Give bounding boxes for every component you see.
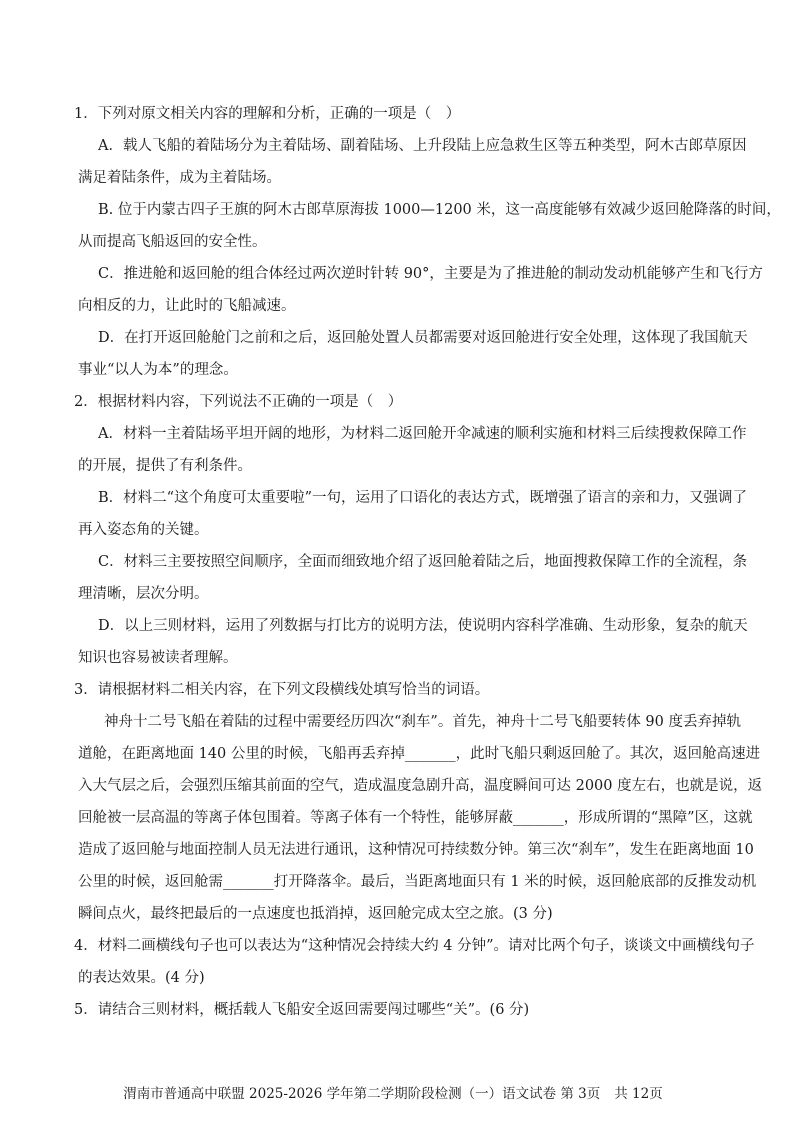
question-3-stem: 3．请根据材料二相关内容，在下列文段横线处填写恰当的词语。 <box>74 682 490 698</box>
question-3-passage-line: 回舱被一层高温的等离子体包围着。等离子体有一个特性，能够屏蔽_______，形成所谓的“黑障”区，这就 <box>78 810 753 826</box>
question-2-option-a-cont: 的开展，提供了有利条件。 <box>78 458 252 474</box>
question-2-option-d-cont: 知识也容易被读者理解。 <box>78 650 238 666</box>
question-1-option-a: A．载人飞船的着陆场分为主着陆场、副着陆场、上升段陆上应急救生区等五种类型，阿木古郎草原因 <box>98 138 747 154</box>
question-2-stem: 2．根据材料内容，下列说法不正确的一项是（ ） <box>74 394 403 410</box>
question-2-option-a: A．材料一主着陆场平坦开阔的地形，为材料二返回舱开伞减速的顺利实施和材料三后续搜救保障工作 <box>98 426 747 442</box>
question-3-passage-line: 瞬间点火，最终把最后的一点速度也抵消掉，返回舱完成太空之旅。(3 分) <box>78 906 553 922</box>
page-footer <box>0 1082 800 1102</box>
question-1-option-c: C．推进舱和返回舱的组合体经过两次逆时针转 90°，主要是为了推进舱的制动发动机能够产生和飞行方 <box>98 266 763 282</box>
question-3-passage-line: 造成了返回舱与地面控制人员无法进行通讯，这种情况可持续数分钟。第三次“刹车”，发生在距离地面 10 <box>78 842 754 858</box>
question-3-passage-line: 公里的时候，返回舱需_______打开降落伞。最后，当距离地面只有 1 米的时候，返回舱底部的反推发动机 <box>78 874 757 890</box>
question-1-option-d-cont: 事业“以人为本”的理念。 <box>78 362 238 378</box>
question-2-option-c-cont: 理清晰，层次分明。 <box>78 586 209 602</box>
question-2-option-b: B．材料二“这个角度可太重要啦”一句，运用了口语化的表达方式，既增强了语言的亲和力，又强调了 <box>98 490 747 506</box>
question-1-option-a-cont: 满足着陆条件，成为主着陆场。 <box>78 170 281 186</box>
question-1-option-d: D．在打开返回舱舱门之前和之后，返回舱处置人员都需要对返回舱进行安全处理，这体现了我国航天 <box>98 330 748 346</box>
question-2-option-c: C．材料三主要按照空间顺序，全面而细致地介绍了返回舱着陆之后，地面搜救保障工作的全流程，条 <box>98 554 748 570</box>
question-4-stem: 4．材料二画横线句子也可以表达为“这种情况会持续大约 4 分钟”。请对比两个句子，谈谈文中画横线句子 <box>74 938 755 954</box>
question-5-stem: 5．请结合三则材料，概括载人飞船安全返回需要闯过哪些“关”。(6 分) <box>74 1002 530 1018</box>
question-1-stem: 1．下列对原文相关内容的理解和分析，正确的一项是（ ） <box>74 106 461 122</box>
question-3-passage-line: 神舟十二号飞船在着陆的过程中需要经历四次“刹车”。首先，神舟十二号飞船要转体 90 度丢弃掉轨 <box>104 714 741 730</box>
question-3-passage-line: 入大气层之后，会强烈压缩其前面的空气，造成温度急剧升高，温度瞬间可达 2000 度左右，也就是说，返 <box>78 778 763 794</box>
question-1-option-b: B. 位于内蒙古四子王旗的阿木古郎草原海拔 1000—1200 米，这一高度能够有效减少返回舱降落的时间， <box>98 202 781 218</box>
question-2-option-b-cont: 再入姿态角的关键。 <box>78 522 209 538</box>
question-1-option-b-cont: 从而提高飞船返回的安全性。 <box>78 234 267 250</box>
footer-total-pages: 共 12页 <box>614 1086 663 1102</box>
question-4-stem-cont: 的表达效果。(4 分) <box>78 970 205 986</box>
question-1-option-c-cont: 向相反的力，让此时的飞船减速。 <box>78 298 296 314</box>
footer-exam-title: 渭南市普通高中联盟 2025-2026 学年第二学期阶段检测（一）语文试卷 第 3页 <box>123 1086 601 1102</box>
question-3-passage-line: 道舱，在距离地面 140 公里的时候，飞船再丢弃掉_______，此时飞船只剩返回舱了。其次，返回舱高速进 <box>78 746 761 762</box>
question-2-option-d: D．以上三则材料，运用了列数据与打比方的说明方法，使说明内容科学准确、生动形象，复杂的航天 <box>98 618 748 634</box>
